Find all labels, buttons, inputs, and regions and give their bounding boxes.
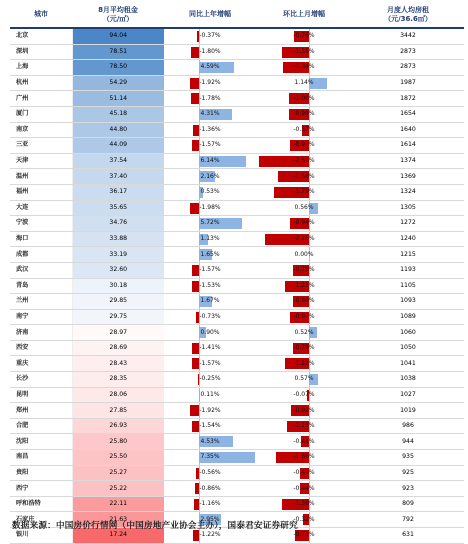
avg-rent-value: 27.85 bbox=[72, 403, 164, 419]
mom-change-cell bbox=[256, 325, 352, 341]
table-row bbox=[10, 481, 464, 497]
yoy-change-cell bbox=[164, 200, 256, 216]
city-name: 杭州 bbox=[10, 75, 72, 91]
yoy-change-bar bbox=[192, 265, 199, 276]
monthly-rent-per-person: 1093 bbox=[352, 294, 464, 310]
yoy-change-value: -1.22% bbox=[199, 531, 221, 539]
mom-change-value: -0.99% bbox=[293, 110, 315, 118]
yoy-change-cell bbox=[164, 340, 256, 356]
avg-rent-value: 25.80 bbox=[72, 434, 164, 450]
mom-change-value: -1.13% bbox=[293, 422, 315, 430]
monthly-rent-per-person: 1872 bbox=[352, 91, 464, 107]
avg-rent-value: 51.14 bbox=[72, 91, 164, 107]
monthly-rent-per-person: 1060 bbox=[352, 325, 464, 341]
yoy-change-cell bbox=[164, 262, 256, 278]
monthly-rent-per-person: 935 bbox=[352, 450, 464, 466]
yoy-change-cell bbox=[164, 294, 256, 310]
avg-rent-value: 28.06 bbox=[72, 387, 164, 403]
mom-change-value: -0.92% bbox=[293, 406, 315, 414]
city-name: 深圳 bbox=[10, 44, 72, 60]
yoy-change-cell bbox=[164, 465, 256, 481]
avg-rent-value: 36.17 bbox=[72, 184, 164, 200]
header-mom-change: 环比上月增幅 bbox=[256, 2, 352, 28]
table-row bbox=[10, 418, 464, 434]
yoy-change-cell bbox=[164, 60, 256, 76]
city-name: 大连 bbox=[10, 200, 72, 216]
city-name: 贵阳 bbox=[10, 465, 72, 481]
yoy-change-cell bbox=[164, 122, 256, 138]
mom-change-value: -0.80% bbox=[293, 297, 315, 305]
yoy-change-bar bbox=[190, 405, 199, 416]
monthly-rent-per-person: 923 bbox=[352, 481, 464, 497]
monthly-rent-per-person: 2873 bbox=[352, 44, 464, 60]
table-row bbox=[10, 356, 464, 372]
mom-change-cell bbox=[256, 356, 352, 372]
mom-change-cell bbox=[256, 387, 352, 403]
mom-change-value: -0.97% bbox=[293, 141, 315, 149]
table-row bbox=[10, 294, 464, 310]
mom-change-cell bbox=[256, 309, 352, 325]
table-row bbox=[10, 169, 464, 185]
monthly-rent-per-person: 1038 bbox=[352, 372, 464, 388]
mom-change-cell bbox=[256, 496, 352, 512]
yoy-change-bar bbox=[193, 125, 199, 136]
mom-change-value: -2.55% bbox=[293, 157, 315, 165]
avg-rent-value: 22.11 bbox=[72, 496, 164, 512]
mom-change-value: -1.22% bbox=[293, 359, 315, 367]
mom-change-cell bbox=[256, 247, 352, 263]
monthly-rent-per-person: 1369 bbox=[352, 169, 464, 185]
header-avg-rent: 8月平均租金 （元/㎡） bbox=[72, 2, 164, 28]
city-name: 沈阳 bbox=[10, 434, 72, 450]
mom-change-value: -0.44% bbox=[293, 484, 315, 492]
mom-change-cell bbox=[256, 169, 352, 185]
mom-change-value: -0.32% bbox=[293, 515, 315, 523]
mom-change-cell bbox=[256, 403, 352, 419]
mom-change-cell bbox=[256, 278, 352, 294]
avg-rent-value: 29.75 bbox=[72, 309, 164, 325]
yoy-change-cell bbox=[164, 247, 256, 263]
mom-change-value: 1.14% bbox=[294, 79, 314, 87]
monthly-rent-per-person: 1324 bbox=[352, 184, 464, 200]
city-name: 福州 bbox=[10, 184, 72, 200]
yoy-change-value: 1.13% bbox=[200, 235, 220, 243]
monthly-rent-per-person: 1272 bbox=[352, 216, 464, 232]
table-row bbox=[10, 184, 464, 200]
city-name: 长沙 bbox=[10, 372, 72, 388]
monthly-rent-per-person: 1374 bbox=[352, 153, 464, 169]
mom-change-value: 0.56% bbox=[294, 203, 314, 211]
table-row bbox=[10, 434, 464, 450]
mom-change-value: 0.00% bbox=[294, 250, 314, 258]
monthly-rent-per-person: 1041 bbox=[352, 356, 464, 372]
yoy-change-cell bbox=[164, 356, 256, 372]
table-row bbox=[10, 231, 464, 247]
yoy-change-value: -1.80% bbox=[199, 47, 221, 55]
yoy-change-bar bbox=[190, 203, 199, 214]
yoy-change-cell bbox=[164, 387, 256, 403]
monthly-rent-per-person: 1215 bbox=[352, 247, 464, 263]
avg-rent-value: 45.18 bbox=[72, 106, 164, 122]
monthly-rent-per-person: 1240 bbox=[352, 231, 464, 247]
yoy-change-value: 1.65% bbox=[200, 250, 220, 258]
avg-rent-value: 25.22 bbox=[72, 481, 164, 497]
table-row bbox=[10, 450, 464, 466]
yoy-change-value: 2.95% bbox=[200, 515, 220, 523]
yoy-change-cell bbox=[164, 153, 256, 169]
yoy-change-cell bbox=[164, 481, 256, 497]
yoy-change-cell bbox=[164, 184, 256, 200]
avg-rent-value: 28.69 bbox=[72, 340, 164, 356]
avg-rent-value: 35.65 bbox=[72, 200, 164, 216]
avg-rent-value: 34.76 bbox=[72, 216, 164, 232]
avg-rent-value: 25.27 bbox=[72, 465, 164, 481]
city-rent-table bbox=[10, 2, 464, 544]
mom-change-cell bbox=[256, 294, 352, 310]
avg-rent-value: 30.18 bbox=[72, 278, 164, 294]
table-row bbox=[10, 216, 464, 232]
monthly-rent-per-person: 1640 bbox=[352, 122, 464, 138]
mom-change-value: -1.34% bbox=[293, 63, 315, 71]
yoy-change-value: -1.41% bbox=[199, 344, 221, 352]
mom-change-value: -0.71% bbox=[293, 531, 315, 539]
yoy-change-bar bbox=[192, 343, 199, 354]
yoy-change-value: 7.35% bbox=[200, 453, 220, 461]
table-row bbox=[10, 153, 464, 169]
yoy-change-bar bbox=[192, 140, 199, 151]
mom-change-cell bbox=[256, 122, 352, 138]
avg-rent-value: 26.93 bbox=[72, 418, 164, 434]
mom-change-cell bbox=[256, 138, 352, 154]
avg-rent-value: 44.80 bbox=[72, 122, 164, 138]
mom-change-value: -0.94% bbox=[293, 219, 315, 227]
table-header-row bbox=[10, 2, 464, 28]
yoy-change-value: -1.78% bbox=[199, 94, 221, 102]
yoy-change-value: 4.31% bbox=[200, 110, 220, 118]
mom-change-value: -0.07% bbox=[293, 390, 315, 398]
yoy-change-cell bbox=[164, 106, 256, 122]
avg-rent-value: 78.50 bbox=[72, 60, 164, 76]
yoy-change-value: 1.67% bbox=[200, 297, 220, 305]
city-name: 西宁 bbox=[10, 481, 72, 497]
table-row bbox=[10, 138, 464, 154]
avg-rent-value: 54.29 bbox=[72, 75, 164, 91]
mom-change-value: -0.79% bbox=[293, 266, 315, 274]
table-row bbox=[10, 44, 464, 60]
monthly-rent-per-person: 3442 bbox=[352, 28, 464, 44]
city-name: 呼和浩特 bbox=[10, 496, 72, 512]
city-name: 兰州 bbox=[10, 294, 72, 310]
mom-change-value: -0.97% bbox=[293, 312, 315, 320]
monthly-rent-per-person: 986 bbox=[352, 418, 464, 434]
monthly-rent-per-person: 925 bbox=[352, 465, 464, 481]
mom-change-value: -0.79% bbox=[293, 344, 315, 352]
yoy-change-value: -1.54% bbox=[199, 422, 221, 430]
avg-rent-value: 28.35 bbox=[72, 372, 164, 388]
yoy-change-cell bbox=[164, 372, 256, 388]
table-row bbox=[10, 247, 464, 263]
table-row bbox=[10, 262, 464, 278]
yoy-change-cell bbox=[164, 169, 256, 185]
mom-change-value: -1.35% bbox=[293, 47, 315, 55]
mom-change-cell bbox=[256, 91, 352, 107]
mom-change-value: -2.26% bbox=[293, 235, 315, 243]
city-name: 昆明 bbox=[10, 387, 72, 403]
city-name: 南昌 bbox=[10, 450, 72, 466]
mom-change-cell bbox=[256, 481, 352, 497]
mom-change-cell bbox=[256, 231, 352, 247]
yoy-change-cell bbox=[164, 91, 256, 107]
monthly-rent-per-person: 1050 bbox=[352, 340, 464, 356]
table-row bbox=[10, 200, 464, 216]
monthly-rent-per-person: 944 bbox=[352, 434, 464, 450]
mom-change-cell bbox=[256, 200, 352, 216]
mom-change-cell bbox=[256, 44, 352, 60]
city-name: 宁波 bbox=[10, 216, 72, 232]
monthly-rent-per-person: 2873 bbox=[352, 60, 464, 76]
city-name: 重庆 bbox=[10, 356, 72, 372]
header-monthly-rent-per-person: 月度人均房租 （元/36.6㎡） bbox=[352, 2, 464, 28]
mom-change-cell bbox=[256, 153, 352, 169]
yoy-change-cell bbox=[164, 325, 256, 341]
yoy-change-value: -0.25% bbox=[199, 375, 221, 383]
yoy-change-value: -1.36% bbox=[199, 125, 221, 133]
mom-change-cell bbox=[256, 216, 352, 232]
table-row bbox=[10, 122, 464, 138]
mom-change-value: -0.41% bbox=[293, 437, 315, 445]
yoy-change-value: 0.53% bbox=[200, 188, 220, 196]
yoy-change-value: 4.53% bbox=[200, 437, 220, 445]
mom-change-value: -0.43% bbox=[293, 468, 315, 476]
avg-rent-value: 28.43 bbox=[72, 356, 164, 372]
mom-change-value: -1.58% bbox=[293, 172, 315, 180]
city-name: 南京 bbox=[10, 122, 72, 138]
city-name: 海口 bbox=[10, 231, 72, 247]
avg-rent-value: 17.24 bbox=[72, 528, 164, 544]
yoy-change-value: -1.98% bbox=[199, 203, 221, 211]
table-row bbox=[10, 75, 464, 91]
city-name: 银川 bbox=[10, 528, 72, 544]
monthly-rent-per-person: 1193 bbox=[352, 262, 464, 278]
monthly-rent-per-person: 809 bbox=[352, 496, 464, 512]
yoy-change-bar bbox=[192, 421, 199, 432]
mom-change-value: -0.37% bbox=[293, 125, 315, 133]
monthly-rent-per-person: 1614 bbox=[352, 138, 464, 154]
mom-change-value: 0.52% bbox=[294, 328, 314, 336]
yoy-change-value: -0.37% bbox=[199, 32, 221, 40]
yoy-change-cell bbox=[164, 231, 256, 247]
yoy-change-cell bbox=[164, 28, 256, 44]
avg-rent-value: 21.63 bbox=[72, 512, 164, 528]
mom-change-value: -1.79% bbox=[293, 188, 315, 196]
table-row bbox=[10, 91, 464, 107]
mom-change-value: 0.57% bbox=[294, 375, 314, 383]
city-name: 上海 bbox=[10, 60, 72, 76]
yoy-change-value: 0.11% bbox=[200, 390, 220, 398]
avg-rent-value: 29.85 bbox=[72, 294, 164, 310]
monthly-rent-per-person: 1987 bbox=[352, 75, 464, 91]
city-name: 合肥 bbox=[10, 418, 72, 434]
city-name: 北京 bbox=[10, 28, 72, 44]
monthly-rent-per-person: 1105 bbox=[352, 278, 464, 294]
mom-change-cell bbox=[256, 434, 352, 450]
monthly-rent-per-person: 792 bbox=[352, 512, 464, 528]
mom-change-cell bbox=[256, 106, 352, 122]
city-name: 武汉 bbox=[10, 262, 72, 278]
table-row bbox=[10, 387, 464, 403]
yoy-change-value: 4.59% bbox=[200, 63, 220, 71]
yoy-change-bar bbox=[191, 47, 199, 58]
yoy-change-cell bbox=[164, 496, 256, 512]
yoy-change-cell bbox=[164, 75, 256, 91]
yoy-change-value: -1.92% bbox=[199, 79, 221, 87]
city-name: 成都 bbox=[10, 247, 72, 263]
avg-rent-value: 44.09 bbox=[72, 138, 164, 154]
city-name: 三亚 bbox=[10, 138, 72, 154]
table-row bbox=[10, 278, 464, 294]
avg-rent-value: 37.40 bbox=[72, 169, 164, 185]
avg-rent-value: 37.54 bbox=[72, 153, 164, 169]
yoy-change-value: -0.56% bbox=[199, 468, 221, 476]
yoy-change-bar bbox=[192, 281, 199, 292]
avg-rent-value: 25.50 bbox=[72, 450, 164, 466]
table-row bbox=[10, 325, 464, 341]
yoy-change-value: -0.86% bbox=[199, 484, 221, 492]
city-name: 济南 bbox=[10, 325, 72, 341]
data-source-note: 数据来源：中国房价行情网（中国房地产业协会主办），国泰君安证券研究 bbox=[12, 521, 298, 531]
city-name: 青岛 bbox=[10, 278, 72, 294]
monthly-rent-per-person: 1654 bbox=[352, 106, 464, 122]
table-body bbox=[10, 28, 464, 543]
yoy-change-value: 2.16% bbox=[200, 172, 220, 180]
table-row bbox=[10, 309, 464, 325]
city-name: 厦门 bbox=[10, 106, 72, 122]
mom-change-cell bbox=[256, 28, 352, 44]
header-city: 城市 bbox=[10, 2, 72, 28]
yoy-change-cell bbox=[164, 418, 256, 434]
avg-rent-value: 32.60 bbox=[72, 262, 164, 278]
monthly-rent-per-person: 1305 bbox=[352, 200, 464, 216]
table-row bbox=[10, 106, 464, 122]
yoy-change-value: -1.92% bbox=[199, 406, 221, 414]
mom-change-cell bbox=[256, 372, 352, 388]
mom-change-value: -0.76% bbox=[293, 32, 315, 40]
city-name: 温州 bbox=[10, 169, 72, 185]
table-row bbox=[10, 372, 464, 388]
avg-rent-value: 94.04 bbox=[72, 28, 164, 44]
table-row bbox=[10, 60, 464, 76]
mom-change-value: -1.00% bbox=[293, 94, 315, 102]
yoy-change-value: -1.16% bbox=[199, 500, 221, 508]
mom-change-value: -1.21% bbox=[293, 281, 315, 289]
table-row bbox=[10, 28, 464, 44]
avg-rent-value: 28.97 bbox=[72, 325, 164, 341]
yoy-change-cell bbox=[164, 309, 256, 325]
monthly-rent-per-person: 631 bbox=[352, 528, 464, 544]
yoy-change-value: -1.57% bbox=[199, 359, 221, 367]
mom-change-value: -1.66% bbox=[293, 453, 315, 461]
city-name: 西安 bbox=[10, 340, 72, 356]
yoy-change-cell bbox=[164, 138, 256, 154]
yoy-change-cell bbox=[164, 403, 256, 419]
monthly-rent-per-person: 1089 bbox=[352, 309, 464, 325]
yoy-change-value: -1.57% bbox=[199, 141, 221, 149]
avg-rent-value: 33.19 bbox=[72, 247, 164, 263]
city-name: 石家庄 bbox=[10, 512, 72, 528]
yoy-change-cell bbox=[164, 44, 256, 60]
mom-change-cell bbox=[256, 184, 352, 200]
yoy-change-value: -1.57% bbox=[199, 266, 221, 274]
mom-change-cell bbox=[256, 465, 352, 481]
mom-change-value: -1.36% bbox=[293, 500, 315, 508]
yoy-change-cell bbox=[164, 434, 256, 450]
monthly-rent-per-person: 1027 bbox=[352, 387, 464, 403]
yoy-change-value: 0.90% bbox=[200, 328, 220, 336]
mom-change-cell bbox=[256, 450, 352, 466]
monthly-rent-per-person: 1019 bbox=[352, 403, 464, 419]
city-name: 天津 bbox=[10, 153, 72, 169]
yoy-change-cell bbox=[164, 216, 256, 232]
yoy-change-bar bbox=[190, 78, 199, 89]
city-name: 郑州 bbox=[10, 403, 72, 419]
yoy-change-value: -0.73% bbox=[199, 312, 221, 320]
yoy-change-bar bbox=[191, 93, 199, 104]
mom-change-cell bbox=[256, 60, 352, 76]
mom-change-cell bbox=[256, 418, 352, 434]
yoy-change-value: 5.72% bbox=[200, 219, 220, 227]
city-name: 南宁 bbox=[10, 309, 72, 325]
table-row bbox=[10, 340, 464, 356]
avg-rent-value: 78.51 bbox=[72, 44, 164, 60]
table-row bbox=[10, 496, 464, 512]
yoy-change-cell bbox=[164, 450, 256, 466]
table-row bbox=[10, 403, 464, 419]
city-name: 广州 bbox=[10, 91, 72, 107]
header-yoy-change: 同比上年增幅 bbox=[164, 2, 256, 28]
yoy-change-bar bbox=[192, 358, 199, 369]
mom-change-cell bbox=[256, 340, 352, 356]
table-row bbox=[10, 465, 464, 481]
yoy-change-value: -1.53% bbox=[199, 281, 221, 289]
mom-change-cell bbox=[256, 75, 352, 91]
avg-rent-value: 33.88 bbox=[72, 231, 164, 247]
mom-change-cell bbox=[256, 262, 352, 278]
yoy-change-cell bbox=[164, 278, 256, 294]
yoy-change-value: 6.14% bbox=[200, 157, 220, 165]
